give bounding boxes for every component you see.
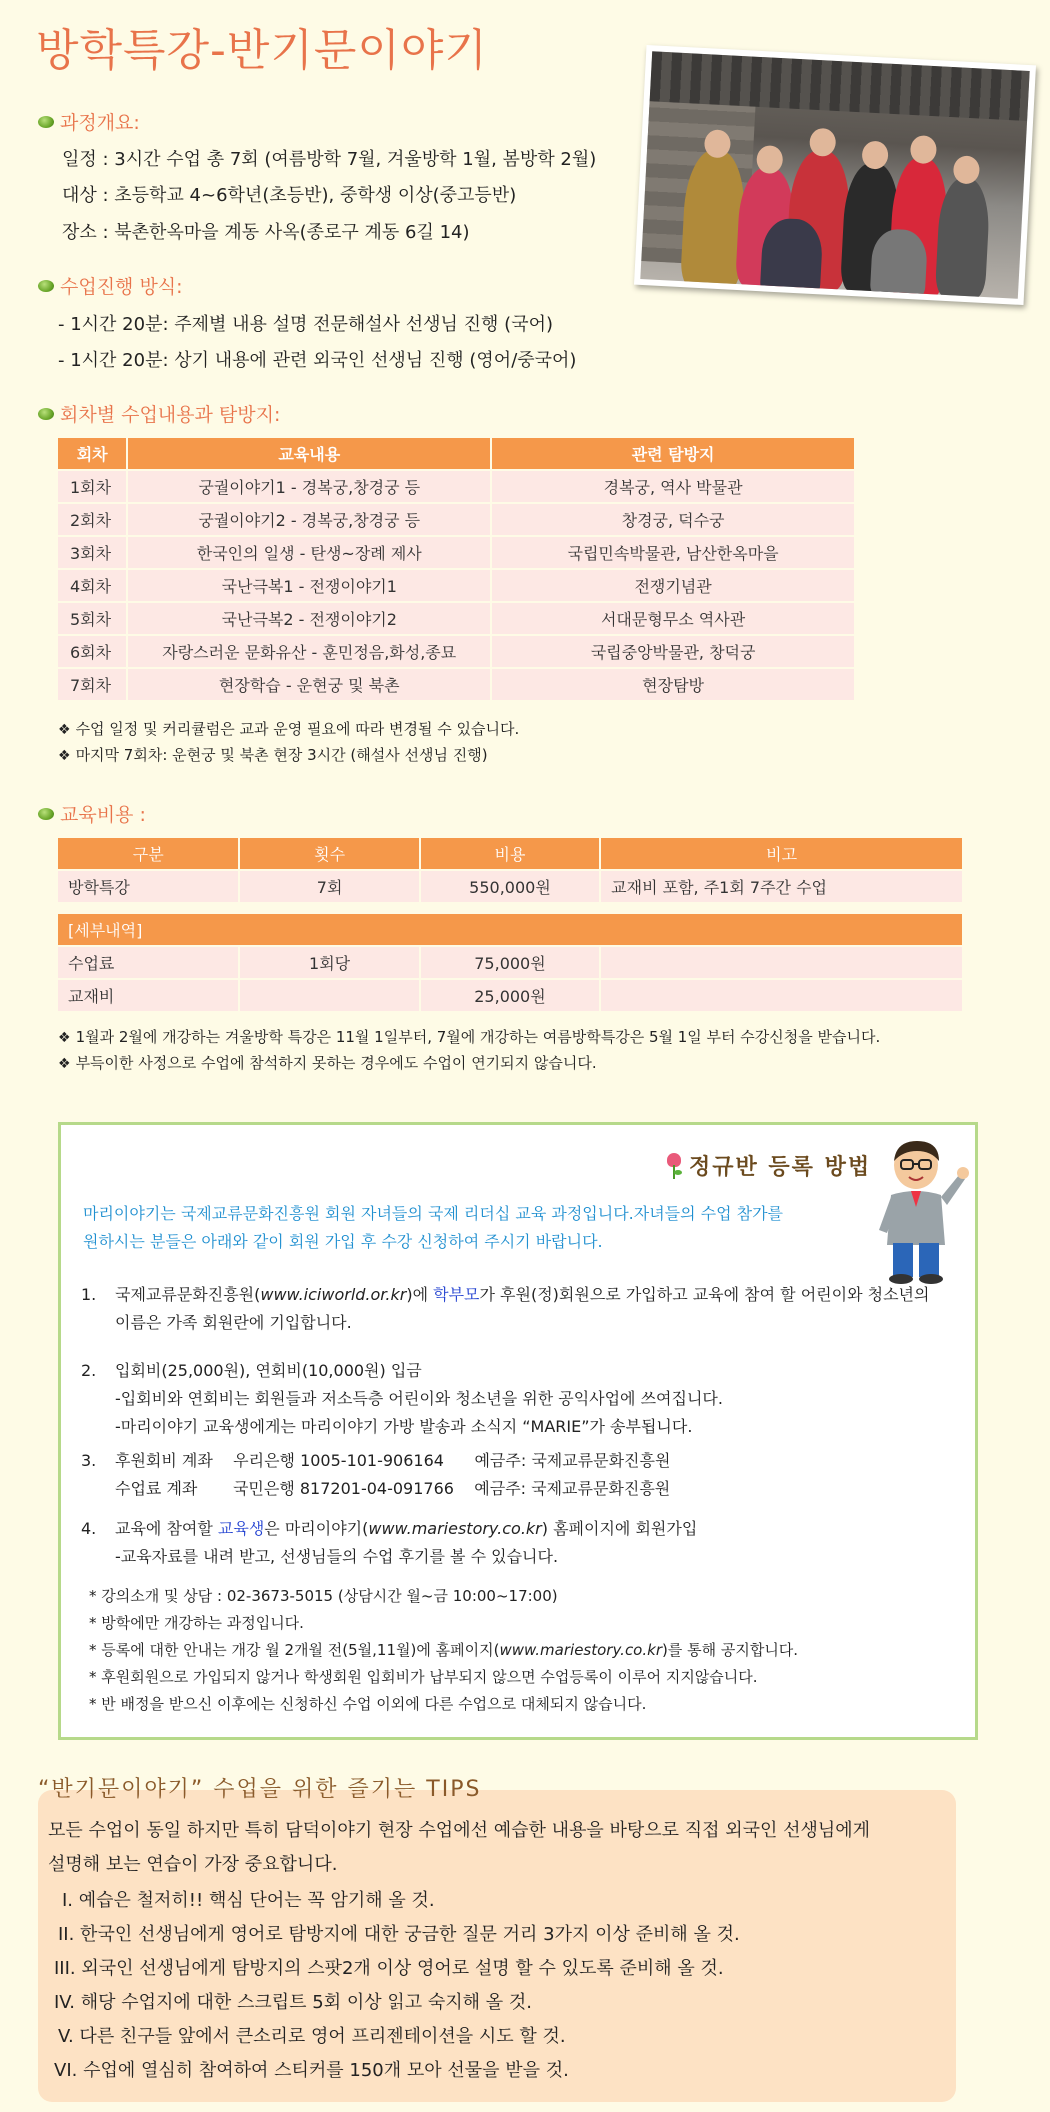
table-cell: 궁궐이야기1 - 경복궁,창경궁 등 — [128, 471, 490, 502]
table-cell: 75,000원 — [421, 947, 599, 978]
note-text: 마지막 7회차: 운현궁 및 북촌 현장 3시간 (해설사 선생님 진행) — [75, 746, 488, 764]
list-item: IV. 해당 수업지에 대한 스크립트 5회 이상 읽고 숙지해 올 것. — [54, 1992, 532, 2013]
table-row — [58, 669, 854, 700]
table-row — [58, 537, 854, 568]
table-cell: 전쟁기념관 — [492, 570, 854, 601]
table-cell: 방학특강 — [58, 871, 238, 902]
cost-heading — [38, 800, 146, 827]
table-cell: 3회차 — [58, 537, 126, 568]
registration-step-1 — [81, 1281, 961, 1337]
bullet-icon — [38, 408, 54, 420]
table-cell — [601, 947, 962, 978]
table-row — [58, 504, 854, 535]
cost-note-2 — [58, 1052, 597, 1073]
table-cell: 경복궁, 역사 박물관 — [492, 471, 854, 502]
table-cell: 550,000원 — [421, 871, 599, 902]
registration-box — [58, 1122, 978, 1740]
overview-target: 대상 : 초등학교 4~6학년(초등반), 중학생 이상(중고등반) — [62, 185, 517, 206]
table-row — [58, 570, 854, 601]
step-text: 가 후원(정)회원으로 가입하고 교육에 참여 할 어린이와 청소년의 — [479, 1285, 930, 1304]
tips-intro-line: 모든 수업이 동일 하지만 특히 담덕이야기 현장 수업에선 예습한 내용을 바탕으로 직접 외국인 선생님에게 — [48, 1820, 871, 1841]
table-row — [58, 636, 854, 667]
step-text: ) 홈페이지에 회원가입 — [541, 1519, 698, 1538]
step-text: -교육자료를 내려 받고, 선생님들의 수업 후기를 볼 수 있습니다. — [115, 1547, 559, 1566]
step-text: -마리이야기 교육생에게는 마리이야기 가방 발송과 소식지 “MARIE”가 송부됩니다. — [115, 1417, 693, 1436]
table-header: 구분 — [58, 838, 238, 869]
table-cell: 현장탐방 — [492, 669, 854, 700]
sessions-heading — [38, 400, 280, 427]
table-header: 횟수 — [240, 838, 418, 869]
table-cell: 1회당 — [240, 947, 418, 978]
list-item: II. 한국인 선생님에게 영어로 탐방지에 대한 궁금한 질문 거리 3가지 이상 준비해 올 것. — [58, 1924, 740, 1945]
sessions-heading-text: 회차별 수업내용과 탐방지: — [60, 404, 281, 426]
table-header: 관련 탐방지 — [492, 438, 854, 469]
registration-title-text: 정규반 등록 방법 — [689, 1155, 872, 1180]
student-highlight: 교육생 — [217, 1519, 265, 1538]
note-text: 1월과 2월에 개강하는 겨울방학 특강은 11월 1일부터, 7월에 개강하는 여름방학특강은 5월 1일 부터 수강신청을 받습니다. — [75, 1028, 881, 1046]
table-cell: 6회차 — [58, 636, 126, 667]
step-text: )에 — [406, 1285, 434, 1304]
diamond-bullet-icon: ❖ — [58, 722, 71, 738]
diamond-bullet-icon: ❖ — [58, 1056, 71, 1072]
overview-heading — [38, 108, 140, 135]
note-text: 수업 일정 및 커리큘럼은 교과 운영 필요에 따라 변경될 수 있습니다. — [75, 720, 520, 738]
table-cell: 국립민속박물관, 남산한옥마을 — [492, 537, 854, 568]
table-row — [58, 603, 854, 634]
table-cell: 교재비 — [58, 980, 238, 1011]
table-row — [58, 871, 962, 902]
method-heading-text: 수업진행 방식: — [60, 276, 183, 298]
tuition-account: 수업료 계좌 국민은행 817201-04-091766 예금주: 국제교류문화진흥원 — [115, 1479, 671, 1498]
table-row — [58, 471, 854, 502]
star-note: * 후원회원으로 가입되지 않거나 학생회원 입회비가 납부되지 않으면 수업등록이 이루어 지지않습니다. — [89, 1668, 758, 1686]
photo-content — [640, 51, 1029, 298]
cost-table — [56, 836, 964, 1013]
table-cell: 7회차 — [58, 669, 126, 700]
table-cell: 궁궐이야기2 - 경복궁,창경궁 등 — [128, 504, 490, 535]
star-note: * 반 배정을 받으신 이후에는 신청하신 수업 이외에 다른 수업으로 대체되지 않습니다. — [89, 1695, 647, 1713]
method-line-2: - 1시간 20분: 상기 내용에 관련 외국인 선생님 진행 (영어/중국어) — [58, 350, 577, 371]
diamond-bullet-icon: ❖ — [58, 748, 71, 764]
star-notes — [89, 1583, 798, 1718]
iciworld-link[interactable]: www.iciworld.or.kr — [260, 1285, 407, 1304]
step-text: -입회비와 연회비는 회원들과 저소득층 어린이와 청소년을 위한 공익사업에 쓰여집니다. — [115, 1389, 723, 1408]
group-photo — [634, 45, 1036, 305]
step-text: 은 마리이야기( — [264, 1519, 369, 1538]
table-header: 비고 — [601, 838, 962, 869]
detail-header-row — [58, 914, 962, 945]
table-header: 회차 — [58, 438, 126, 469]
step-text: 입회비(25,000원), 연회비(10,000원) 입금 — [115, 1361, 422, 1380]
bullet-icon — [38, 808, 54, 820]
table-cell: 창경궁, 덕수궁 — [492, 504, 854, 535]
overview-location: 장소 : 북촌한옥마을 계동 사옥(종로구 계동 6길 14) — [62, 222, 470, 243]
table-header-row — [58, 438, 854, 469]
intro-line: 원하시는 분들은 아래와 같이 회원 가입 후 수강 신청하여 주시기 바랍니다. — [83, 1232, 603, 1251]
note-text: 부득이한 사정으로 수업에 참석하지 못하는 경우에도 수업이 연기되지 않습니다. — [75, 1054, 597, 1072]
sessions-table — [56, 436, 856, 702]
tips-title: “반기문이야기” 수업을 위한 즐기는 TIPS — [38, 1777, 482, 1802]
list-item: VI. 수업에 열심히 참여하여 스티커를 150개 모아 선물을 받을 것. — [54, 2060, 569, 2081]
table-cell: 서대문형무소 역사관 — [492, 603, 854, 634]
tips-intro — [48, 1814, 948, 1882]
table-row — [58, 980, 962, 1011]
registration-step-3 — [81, 1447, 961, 1503]
tips-intro-line: 설명해 보는 연습이 가장 중요합니다. — [48, 1854, 338, 1875]
cost-heading-text: 교육비용 : — [60, 804, 146, 826]
step-text: 국제교류문화진흥원( — [115, 1285, 261, 1304]
table-cell: 교재비 포함, 주1회 7주간 수업 — [601, 871, 962, 902]
table-cell: 국립중앙박물관, 창덕궁 — [492, 636, 854, 667]
table-row — [58, 947, 962, 978]
table-cell: 2회차 — [58, 504, 126, 535]
tips-list — [52, 1884, 740, 2088]
step-text: 교육에 참여할 — [115, 1519, 218, 1538]
table-cell: 자랑스러운 문화유산 - 훈민정음,화성,종묘 — [128, 636, 490, 667]
donation-account: 후원회비 계좌 우리은행 1005-101-906164 예금주: 국제교류문화진흥원 — [115, 1451, 671, 1470]
table-cell: 국난극복2 - 전쟁이야기2 — [128, 603, 490, 634]
table-header: 비용 — [421, 838, 599, 869]
tips-box — [38, 1790, 956, 2102]
table-cell: 25,000원 — [421, 980, 599, 1011]
parent-highlight: 학부모 — [433, 1285, 480, 1304]
table-cell: 한국인의 일생 - 탄생~장례 제사 — [128, 537, 490, 568]
step-number: 3. — [81, 1451, 97, 1470]
table-cell: 5회차 — [58, 603, 126, 634]
overview-schedule: 일정 : 3시간 수업 총 7회 (여름방학 7월, 겨울방학 1월, 봄방학 2월) — [62, 149, 597, 170]
page-title: 방학특강-반기문이야기 — [36, 25, 488, 76]
table-cell — [601, 980, 962, 1011]
table-cell: 수업료 — [58, 947, 238, 978]
list-item: I. 예습은 철저히!! 핵심 단어는 꼭 암기해 올 것. — [62, 1890, 435, 1911]
step-number: 4. — [81, 1519, 97, 1538]
cost-note-1 — [58, 1026, 880, 1047]
bullet-icon — [38, 280, 54, 292]
list-item: III. 외국인 선생님에게 탐방지의 스팟2개 이상 영어로 설명 할 수 있도록 준비해 올 것. — [54, 1958, 724, 1979]
registration-intro — [83, 1200, 843, 1256]
table-cell: 4회차 — [58, 570, 126, 601]
table-cell: 현장학습 - 운현궁 및 북촌 — [128, 669, 490, 700]
star-note: * 방학에만 개강하는 과정입니다. — [89, 1614, 304, 1632]
detail-label: [세부내역] — [58, 914, 962, 945]
registration-title — [665, 1150, 871, 1181]
table-cell: 국난극복1 - 전쟁이야기1 — [128, 570, 490, 601]
intro-line: 마리이야기는 국제교류문화진흥원 회원 자녀들의 국제 리더십 교육 과정입니다.자녀들의 수업 참가를 — [83, 1204, 784, 1223]
bullet-icon — [38, 116, 54, 128]
diamond-bullet-icon: ❖ — [58, 1030, 71, 1046]
overview-heading-text: 과정개요: — [60, 112, 140, 134]
table-header-row — [58, 838, 962, 869]
sessions-note-1 — [58, 718, 519, 739]
registration-step-2 — [81, 1357, 961, 1441]
method-heading — [38, 272, 183, 299]
teacher-illustration-icon — [861, 1135, 971, 1285]
registration-step-4 — [81, 1515, 961, 1571]
table-cell: 7회 — [240, 871, 418, 902]
table-cell — [240, 980, 418, 1011]
tulip-icon — [665, 1153, 683, 1179]
table-header: 교육내용 — [128, 438, 490, 469]
sessions-note-2 — [58, 744, 488, 765]
step-number: 1. — [81, 1285, 97, 1304]
contact-note: * 강의소개 및 상담 : 02-3673-5015 (상담시간 월~금 10:00~17:00) — [89, 1587, 558, 1605]
star-note: * 등록에 대한 안내는 개강 월 2개월 전(5월,11월)에 홈페이지(www.mariestory.co.kr)를 통해 공지합니다. — [89, 1641, 799, 1659]
method-line-1: - 1시간 20분: 주제별 내용 설명 전문해설사 선생님 진행 (국어) — [58, 314, 553, 335]
mariestory-link[interactable]: www.mariestory.co.kr — [499, 1641, 662, 1659]
mariestory-link[interactable]: www.mariestory.co.kr — [368, 1519, 542, 1538]
table-cell: 1회차 — [58, 471, 126, 502]
list-item: V. 다른 친구들 앞에서 큰소리로 영어 프리젠테이션을 시도 할 것. — [58, 2026, 566, 2047]
step-text: 이름은 가족 회원란에 기입합니다. — [115, 1313, 352, 1332]
step-number: 2. — [81, 1361, 97, 1380]
